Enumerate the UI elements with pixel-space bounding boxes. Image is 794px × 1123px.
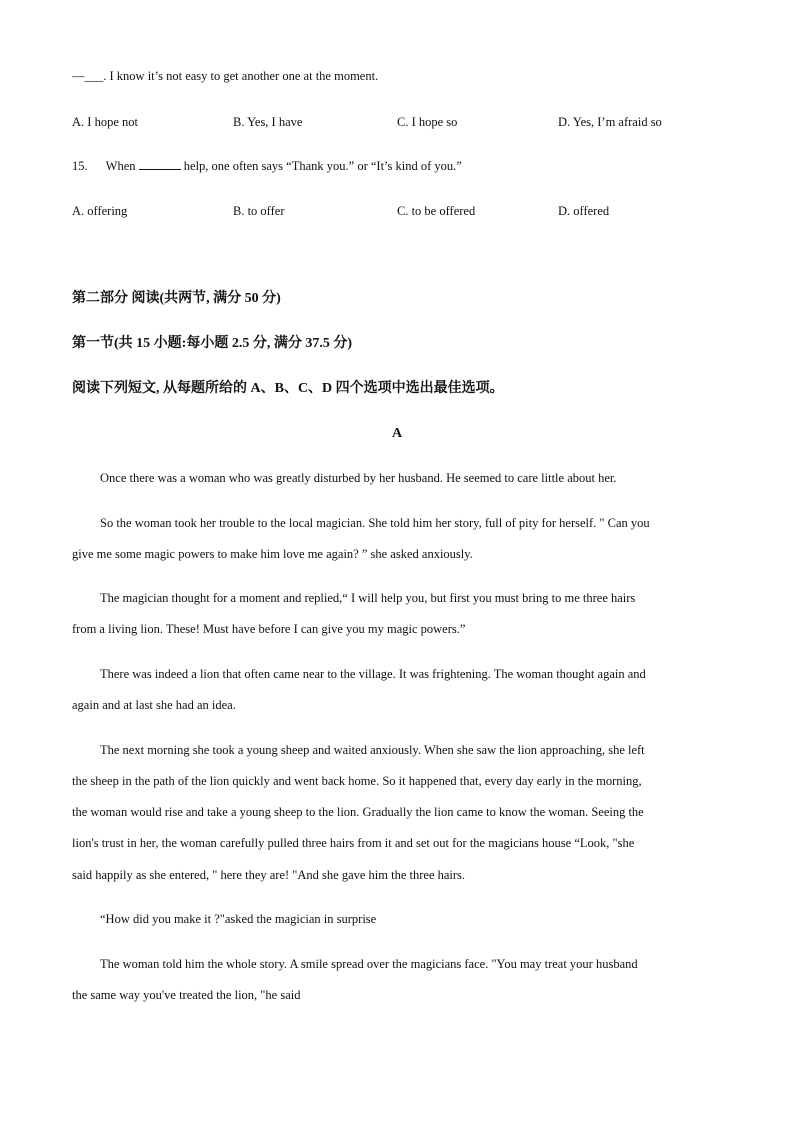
q15-blank [139,157,181,170]
passage-line: The next morning she took a young sheep and waited anxiously. When she saw the lion approaching, she left [100,743,645,757]
q14-option-c: C. I hope so [397,115,458,129]
passage-line: “How did you make it ?"asked the magician in surprise [100,912,377,926]
q15-option-d: D. offered [558,204,610,218]
passage-line: the woman would rise and take a young sheep to the lion. Gradually the lion came to know the woman. Seeing the [72,805,644,819]
q14-option-b: B. Yes, I have [233,115,303,129]
q15-options [72,202,722,220]
passage-line: lion's trust in her, the woman carefully pulled three hairs from it and set out for the magicians house “Look, "she [72,836,635,850]
passage-line: give me some magic powers to make him love me again? ” she asked anxiously. [72,547,473,561]
subsection-heading: 第一节(共 15 小题:每小题 2.5 分, 满分 37.5 分) [72,336,352,351]
q15-stem-before: When [105,159,136,173]
passage-line: The woman told him the whole story. A smile spread over the magicians face. "You may treat your husband [100,957,638,971]
passage-line: There was indeed a lion that often came near to the village. It was frightening. The woman thought again and [100,667,646,681]
passage-line: Once there was a woman who was greatly disturbed by her husband. He seemed to care little about her. [100,471,617,485]
q15-option-a: A. offering [72,204,128,218]
q14-option-d: D. Yes, I’m afraid so [558,115,662,129]
q14-options [72,113,722,131]
passage-line: So the woman took her trouble to the local magician. She told him her story, full of pity for herself. " Can you [100,516,650,530]
q15-option-c: C. to be offered [397,204,476,218]
q15-stem-after: help, one often says “Thank you.” or “It’s kind of you.” [183,159,462,173]
reading-instruction: 阅读下列短文, 从每题所给的 A、B、C、D 四个选项中选出最佳选项。 [72,381,504,396]
q14-answer-line: —___. I know it’s not easy to get another one at the moment. [72,69,379,83]
q15-number: 15. [72,159,88,173]
q15-option-b: B. to offer [233,204,285,218]
passage-label: A [391,426,403,441]
passage-line: said happily as she entered, " here they are! "And she gave him the three hairs. [72,868,466,882]
section-part-heading: 第二部分 阅读(共两节, 满分 50 分) [72,291,281,306]
q14-option-a: A. I hope not [72,115,138,129]
passage-line: again and at last she had an idea. [72,698,236,712]
passage-line: the sheep in the path of the lion quickly and went back home. So it happened that, every day early in the morning, [72,774,642,788]
passage-line: from a living lion. These! Must have before I can give you my magic powers.” [72,622,466,636]
passage-line: The magician thought for a moment and replied,“ I will help you, but first you must bring to me three hairs [100,591,636,605]
passage-line: the same way you've treated the lion, "he said [72,988,301,1002]
q15-stem [72,157,462,175]
